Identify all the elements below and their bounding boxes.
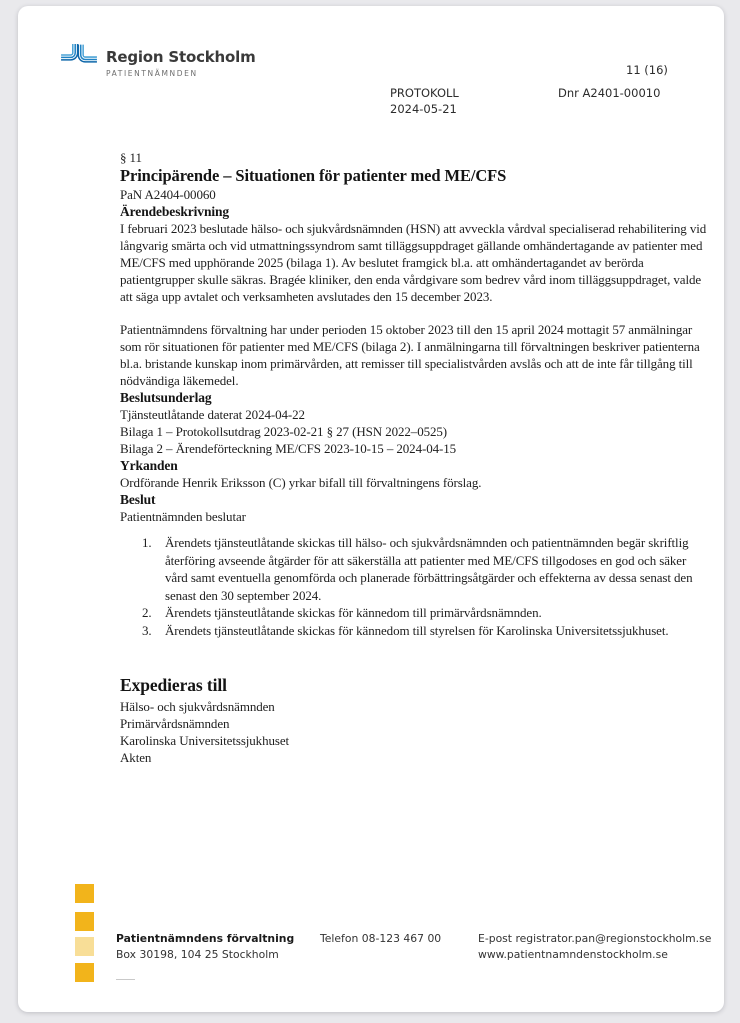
beslutsunderlag-line: Bilaga 2 – Ärendeförteckning ME/CFS 2023-10-15 – 2024-04-15 <box>120 441 457 456</box>
footer-accent-square-light <box>75 937 94 956</box>
case-number: PaN A2404-00060 <box>120 187 216 202</box>
expedieras-recipient: Hälso- och sjukvårdsnämnden <box>120 699 275 714</box>
document-type-block <box>390 85 459 117</box>
heading-beslut: Beslut <box>120 492 156 507</box>
case-title: Principärende – Situationen för patienter med ME/CFS <box>120 166 507 185</box>
arendebeskrivning-paragraph: Patientnämndens förvaltning har under perioden 15 oktober 2023 till den 15 april 2024 mottagit 57 anmälningar som rör situationen för patienter med ME/CFS (bilaga 2). I anmälningarna till förvaltningen beskriver patienterna bl.a. bristande kunskap inom primärvården, att remisser till specialistvården avslås och att de inte får tillgång till nödvändiga läkemedel. <box>120 322 700 388</box>
document-type-label: PROTOKOLL <box>390 86 459 100</box>
footer-contact-block <box>478 931 711 963</box>
logo-org-name: Region Stockholm <box>106 48 256 66</box>
footer-address: Box 30198, 104 25 Stockholm <box>116 948 279 961</box>
list-item-text: Ärendets tjänsteutlåtande skickas till hälso- och sjukvårdsnämnden och patientnämnden begär skriftlig återföring avseende åtgärder för att säkerställa att patienter med ME/CFS tillgodoses en god och säker vård samt eventuella genomförda och planerade förbättringsåtgärder och effekterna av dessa senast den senast den 30 september 2024. <box>165 535 693 603</box>
logo-dept-name: PATIENTNÄMNDEN <box>106 69 198 78</box>
list-item-text: Ärendets tjänsteutlåtande skickas för kännedom till styrelsen för Karolinska Universitetssjukhuset. <box>165 622 669 638</box>
region-stockholm-logo-icon <box>59 42 99 68</box>
beslutsunderlag-line: Tjänsteutlåtande daterat 2024-04-22 <box>120 407 305 422</box>
list-item-number: 1. <box>142 535 152 550</box>
list-item-number: 3. <box>142 622 152 638</box>
footer-email: E-post registrator.pan@regionstockholm.se <box>478 932 712 945</box>
footer-accent-square <box>75 884 94 903</box>
document-page <box>18 6 724 1012</box>
page-number: 11 (16) <box>626 63 668 77</box>
footer-organization-block <box>116 931 294 963</box>
arendebeskrivning-paragraph: I februari 2023 beslutade hälso- och sjukvårdsnämnden (HSN) att avveckla vårdval specialiserad rehabilitering vid långvarig smärta och vid utmattningssyndrom samt tilläggsuppdraget gällande omhändertagande av patienter med ME/CFS med upphörande 2025 (bilaga 1). Av beslutet framgick bl.a. att omhändertagandet av berörda patientgrupper skulle säkras. Bragée kliniker, den enda vårdgivare som bedrev vård inom tilläggsuppdraget, valde att säga upp avtalet och verksamheten avslutades den 15 december 2023. <box>120 221 707 304</box>
beslut-list <box>142 534 708 639</box>
footer-org-name: Patientnämndens förvaltning <box>116 932 295 945</box>
heading-yrkanden: Yrkanden <box>120 458 178 473</box>
footer-website: www.patientnamndenstockholm.se <box>478 948 668 961</box>
beslutsunderlag-line: Bilaga 1 – Protokollsutdrag 2023-02-21 § 27 (HSN 2022–0525) <box>120 424 448 439</box>
beslut-list-item <box>142 604 708 622</box>
beslut-list-item <box>142 534 708 604</box>
footer-accent-square <box>75 912 94 931</box>
list-item-text: Ärendets tjänsteutlåtande skickas för kännedom till primärvårdsnämnden. <box>165 605 542 620</box>
region-stockholm-logo <box>59 40 256 78</box>
heading-expedieras-till: Expedieras till <box>120 675 227 695</box>
heading-beslutsunderlag: Beslutsunderlag <box>120 390 212 405</box>
footer-accent-square <box>75 963 94 982</box>
heading-arendebeskrivning: Ärendebeskrivning <box>120 204 230 219</box>
diary-number: Dnr A2401-00010 <box>558 86 661 100</box>
expedieras-recipient: Karolinska Universitetssjukhuset <box>120 733 290 748</box>
expedieras-recipient: Primärvårdsnämnden <box>120 716 230 731</box>
expedieras-recipient: Akten <box>120 750 152 765</box>
document-date: 2024-05-21 <box>390 102 457 116</box>
beslut-list-item <box>142 622 708 640</box>
list-item-number: 2. <box>142 605 152 620</box>
document-body <box>120 149 708 766</box>
footer-phone: Telefon 08-123 467 00 <box>320 932 442 945</box>
yrkanden-text: Ordförande Henrik Eriksson (C) yrkar bifall till förvaltningens förslag. <box>120 475 482 490</box>
logo-text <box>106 40 256 78</box>
footer-small-mark <box>116 979 135 980</box>
beslut-intro: Patientnämnden beslutar <box>120 509 246 524</box>
section-paragraph-ref: § 11 <box>120 150 142 165</box>
